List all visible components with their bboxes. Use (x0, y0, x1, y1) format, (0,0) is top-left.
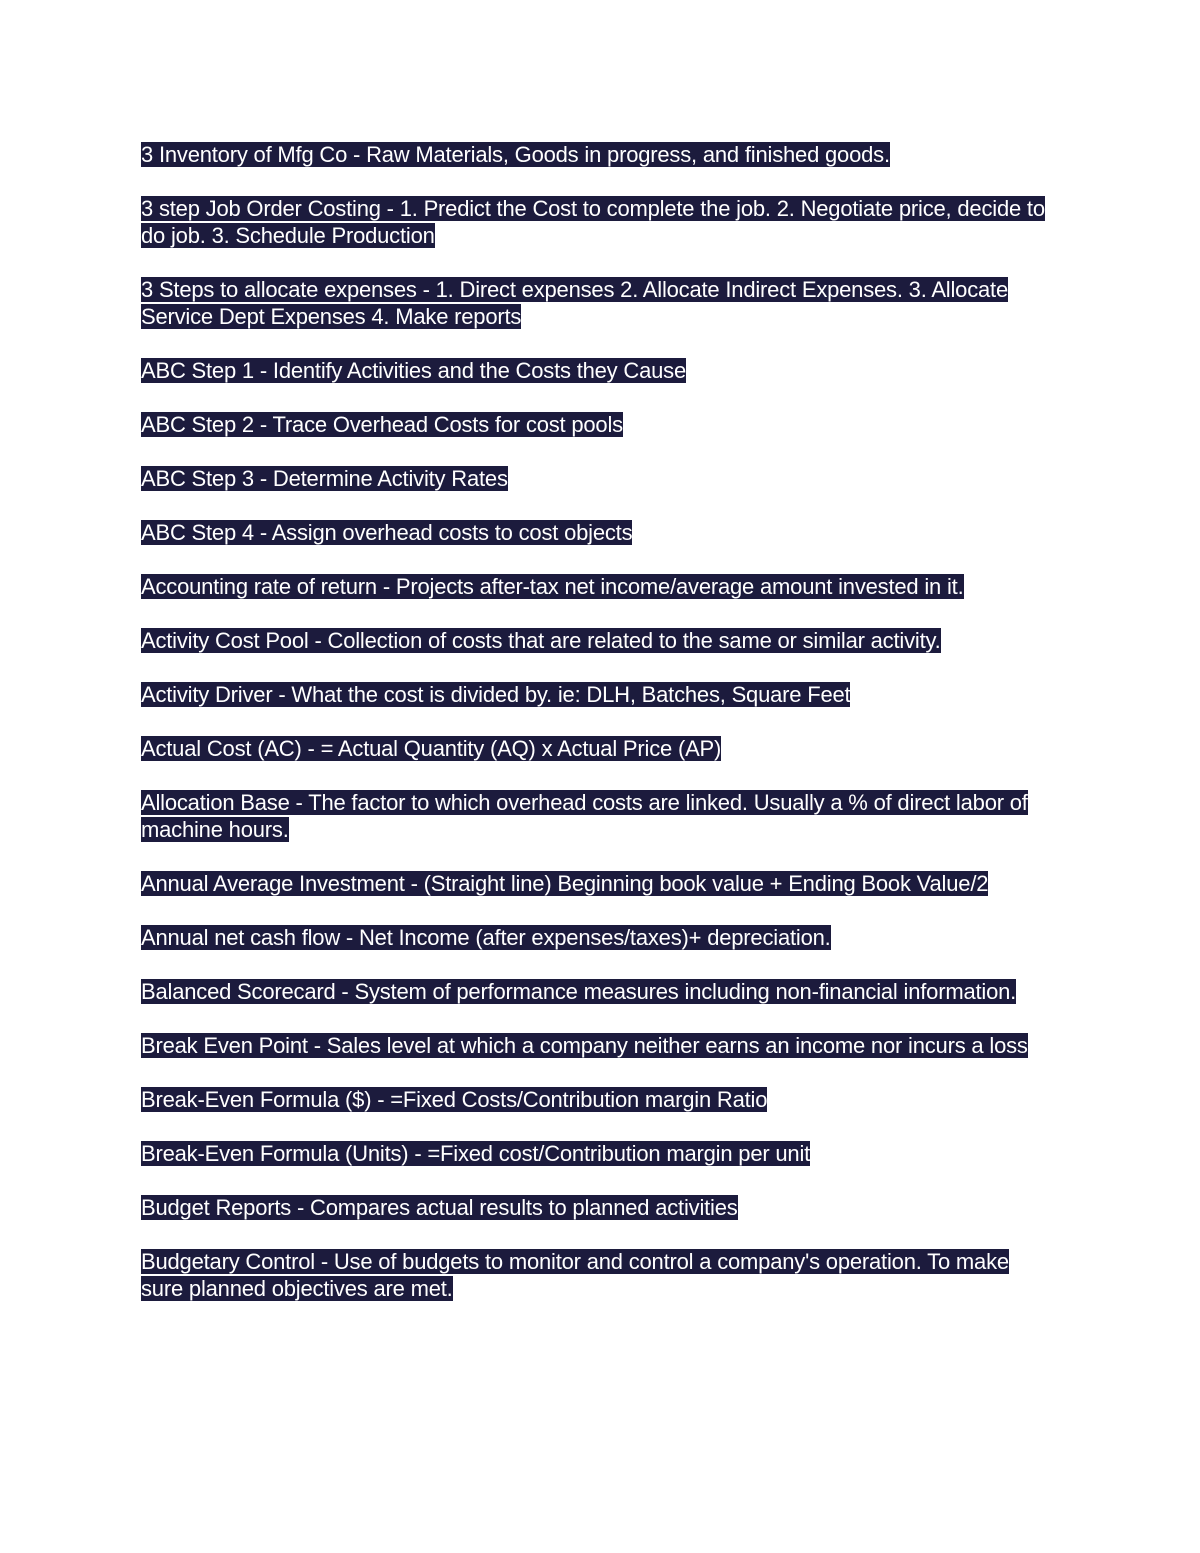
glossary-entry (141, 1032, 1053, 1059)
entry-text: Budgetary Control - Use of budgets to monitor and control a company's operation. To make sure planned objectives are met. (141, 1249, 1009, 1301)
glossary-entry (141, 1194, 1053, 1221)
glossary-entry (141, 276, 1053, 330)
entry-text: Break-Even Formula ($) - =Fixed Costs/Contribution margin Ratio (141, 1087, 768, 1112)
entry-text: ABC Step 3 - Determine Activity Rates (141, 466, 508, 491)
glossary-entry (141, 627, 1053, 654)
entry-text: Activity Driver - What the cost is divided by. ie: DLH, Batches, Square Feet (141, 682, 851, 707)
entry-text: Break-Even Formula (Units) - =Fixed cost/Contribution margin per unit (141, 1141, 811, 1166)
entry-text: ABC Step 2 - Trace Overhead Costs for cost pools (141, 412, 623, 437)
entry-text: Activity Cost Pool - Collection of costs that are related to the same or similar activity. (141, 628, 941, 653)
glossary-entry (141, 195, 1053, 249)
entry-text: 3 Inventory of Mfg Co - Raw Materials, Goods in progress, and finished goods. (141, 142, 890, 167)
entry-text: Break Even Point - Sales level at which a company neither earns an income nor incurs a loss (141, 1033, 1028, 1058)
entry-text: Allocation Base - The factor to which overhead costs are linked. Usually a % of direct labor of machine hours. (141, 790, 1028, 842)
glossary-entry (141, 735, 1053, 762)
glossary-entry (141, 573, 1053, 600)
glossary-entry (141, 1086, 1053, 1113)
entry-text: Accounting rate of return - Projects after-tax net income/average amount invested in it. (141, 574, 964, 599)
entry-text: Annual Average Investment - (Straight line) Beginning book value + Ending Book Value/2 (141, 871, 989, 896)
glossary-entry (141, 789, 1053, 843)
glossary-list (141, 141, 1053, 1329)
glossary-entry (141, 681, 1053, 708)
entry-text: 3 Steps to allocate expenses - 1. Direct expenses 2. Allocate Indirect Expenses. 3. Allocate Service Dept Expenses 4. Make reports (141, 277, 1008, 329)
entry-text: ABC Step 1 - Identify Activities and the Costs they Cause (141, 358, 686, 383)
glossary-entry (141, 870, 1053, 897)
entry-text: Actual Cost (AC) - = Actual Quantity (AQ) x Actual Price (AP) (141, 736, 722, 761)
glossary-entry (141, 141, 1053, 168)
glossary-entry (141, 924, 1053, 951)
glossary-entry (141, 357, 1053, 384)
entry-text: Annual net cash flow - Net Income (after expenses/taxes)+ depreciation. (141, 925, 831, 950)
glossary-entry (141, 411, 1053, 438)
glossary-entry (141, 519, 1053, 546)
glossary-entry (141, 465, 1053, 492)
entry-text: Budget Reports - Compares actual results to planned activities (141, 1195, 738, 1220)
glossary-entry (141, 1248, 1053, 1302)
glossary-entry (141, 978, 1053, 1005)
entry-text: 3 step Job Order Costing - 1. Predict the Cost to complete the job. 2. Negotiate price, decide to do job. 3. Schedule Production (141, 196, 1045, 248)
glossary-entry (141, 1140, 1053, 1167)
entry-text: Balanced Scorecard - System of performance measures including non-financial information. (141, 979, 1017, 1004)
entry-text: ABC Step 4 - Assign overhead costs to cost objects (141, 520, 633, 545)
